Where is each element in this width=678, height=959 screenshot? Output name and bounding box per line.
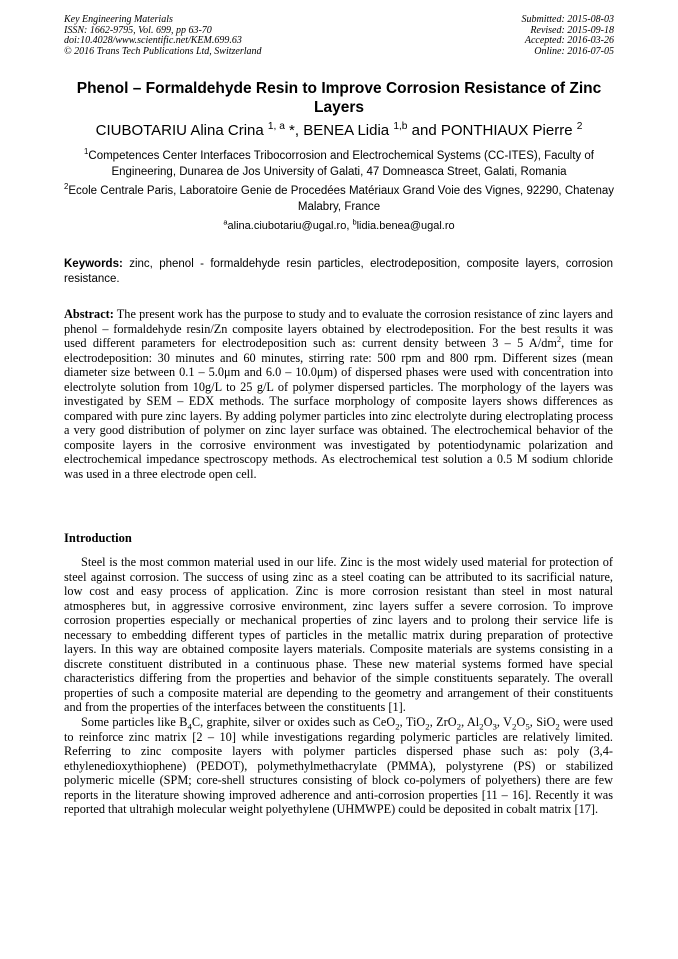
journal-header-right: [522, 15, 615, 57]
intro-p2-subscript: 2: [395, 721, 400, 732]
author-line: [40, 122, 638, 140]
email-benea[interactable]: lidia.benea@ugal.ro: [356, 220, 455, 232]
author2-affiliation-mark: 1,b: [393, 121, 408, 132]
email-a-mark: a: [223, 217, 228, 227]
intro-p2-subscript: 2: [555, 721, 560, 732]
author3-affiliation-mark: 2: [576, 121, 583, 132]
affiliation-2-mark: 2: [63, 182, 69, 192]
date-accepted: Accepted: 2016-03-26: [524, 35, 614, 47]
abstract-text-part1: The present work has the purpose to study and to evaluate the corrosion resistance of zinc layers and phenol – formaldehyde resin/Zn composite layers obtained by electrodeposition. For the best results it was used different parameters for electrodeposition such as: current density between 3 – 5 A/dm: [64, 307, 613, 351]
author-ciubotariu: CIUBOTARIU Alina Crina: [95, 122, 264, 139]
affiliation-1-mark: 1: [84, 147, 89, 157]
journal-header-left: [64, 15, 262, 57]
author-conjunction: and: [407, 122, 437, 139]
affiliation-1-text: Competences Center Interfaces Tribocorrosion and Electrochemical Systems (CC-ITES), Faculty of Engineering, Dunarea de Jos University of Galati, 47 Domneasca Street, Galati, Romania: [88, 150, 594, 178]
intro-p2-text: were used to reinforce zinc matrix [2 – 10] while investigations regarding polymeric particles are relatively limited. Referring to zinc composite layers with polymer particles dispersed phase such as: poly (3,4-ethylenedioxythiophene) (PEDOT), polymethylmethacrylate (PMMA), polystyrene (PS) or stabilized polymeric micelle (SPM; core-shell structures consisting of block co-polymers of polyethers) there are few reports in the literature showing improved adherence and anti-corrosion properties [11 – 16]. Recently it was reported that ultrahigh molecular weight polyethylene (UHMWPE) could be deposited in cobalt matrix [17].: [64, 715, 614, 817]
keywords-text: zinc, phenol - formaldehyde resin particles, electrodeposition, composite layers, corrosion resistance.: [64, 258, 613, 285]
intro-p2-subscript: 3: [492, 721, 497, 732]
intro-p2-text: O: [483, 715, 493, 730]
intro-p2-subscript: 5: [525, 721, 530, 732]
intro-p2-subscript: 2: [512, 721, 517, 732]
email-b-mark: b: [352, 217, 357, 227]
abstract-text-part2: , time for electrodeposition: 30 minutes and 60 minutes, stirring rate: 500 rpm and 800 rpm. Different sizes (mean diameter size between 0.1 – 5.0μm and 6.0 – 10.0μm) of dispersed phases were used with concentration into electrolyte solution from 10g/L to 25 g/L of polymer dispersed particles. The morphology of the layers was investigated by SEM – EDX methods. The surface morphology of composite layers shows differences as compared with pure zinc layers. By adding polymer particles into zinc electrolyte during electroplating process a very good distribution of polymer on zinc layer surface was obtained. The electrochemical behavior of the composite layers in the corrosive environment was investigated by potentiodynamic polarization and electrochemical impedance spectroscopy methods. As electrochemical test solution a 0.5 M sodium chloride was used in a three electrode open cell.: [64, 336, 613, 482]
author1-corresponding-mark: *,: [284, 122, 300, 139]
intro-p2-subscript: 2: [479, 721, 484, 732]
intro-p2-text: , ZrO: [429, 715, 457, 730]
introduction-paragraph-2: [64, 715, 613, 817]
affiliation-1: [56, 148, 622, 180]
journal-issn: ISSN: 1662-9795, Vol. 699, pp 63-70: [64, 24, 212, 36]
intro-p2-text: , SiO: [529, 715, 556, 730]
keywords-label: Keywords:: [64, 258, 123, 270]
intro-p2-text: O: [516, 715, 526, 730]
paper-title: Phenol – Formaldehyde Resin to Improve Corrosion Resistance of Zinc Layers: [76, 80, 602, 116]
journal-name: Key Engineering Materials: [64, 14, 173, 25]
intro-p2-text: , V: [496, 715, 513, 730]
intro-p2-text: C, graphite, silver or oxides such as CeO: [191, 715, 396, 730]
intro-p2-subscript: 4: [187, 721, 192, 732]
intro-p2-text: , Al: [461, 715, 480, 730]
date-online: Online: 2016-07-05: [534, 45, 614, 57]
introduction-paragraph-1: Steel is the most common material used in our life. Zinc is the most widely used material for protection of steel against corrosion. The success of using zinc as a steel coating can be attributed to its sacrificial nature, low cost and easy process of application. Zinc is more corrosion resistant than steel in most natural atmospheres but, in aggressive corrosive environment, zinc layers suffer a severe corrosion. To improve corrosion properties especially or mechanical properties of zinc layers and to prolong their service life is necessary to embedding different types of particles in the metallic matrix during preparation of protective layers. In this way are obtained composite layers materials. Composite materials are systems consisting in a discrete constituent distributed in a continuous phase. These new material systems formed have special characteristics differing from the properties and behavior of the simple constituents separately. The overall properties of such a composite material are depending to the geometry and arrangement of their constituents and from the properties of the interfaces between the constituents [1].: [64, 555, 613, 715]
author-ponthiaux: PONTHIAUX Pierre: [436, 122, 573, 139]
section-heading-introduction: Introduction: [64, 531, 132, 545]
journal-doi[interactable]: doi:10.4028/www.scientific.net/KEM.699.63: [64, 35, 242, 47]
journal-copyright: © 2016 Trans Tech Publications Ltd, Switzerland: [64, 45, 262, 57]
email-ciubotariu[interactable]: alina.ciubotariu@ugal.ro,: [227, 220, 350, 232]
intro-p2-text: Some particles like B: [81, 715, 188, 730]
author-benea: BENEA Lidia: [299, 122, 390, 139]
intro-p2-text: , TiO: [399, 715, 426, 730]
date-revised: Revised: 2015-09-18: [530, 24, 614, 36]
keywords-block: [64, 257, 613, 286]
affiliation-2-text: Ecole Centrale Paris, Laboratoire Genie de Procedées Matériaux Grand Voie des Vignes, 92290, Chatenay Malabry, France: [68, 185, 615, 213]
abstract-block: [64, 307, 613, 482]
intro-p2-subscript: 2: [425, 721, 430, 732]
intro-p2-subscript: 2: [456, 721, 462, 732]
abstract-unit-superscript: 2: [556, 335, 562, 344]
introduction-body: [64, 555, 613, 817]
abstract-label: Abstract:: [64, 307, 114, 321]
author1-affiliation-mark: 1, a: [267, 121, 285, 132]
affiliation-2: [56, 183, 622, 215]
author-emails: [56, 219, 622, 233]
date-submitted: Submitted: 2015-08-03: [521, 14, 614, 25]
